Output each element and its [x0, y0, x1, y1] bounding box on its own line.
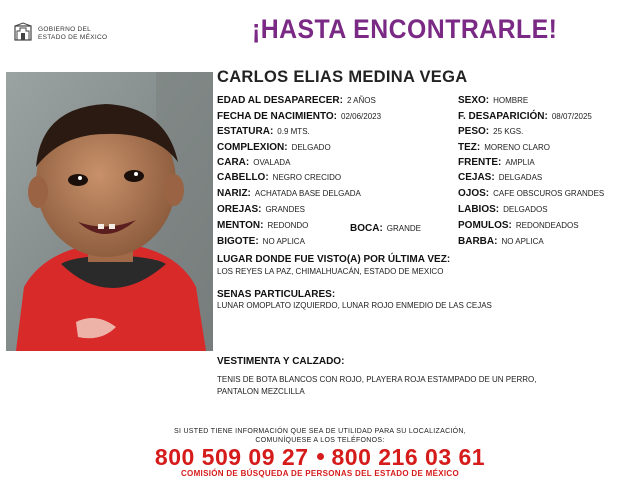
tez-value: MORENO CLARO: [484, 143, 551, 152]
boca-value: GRANDE: [386, 224, 422, 233]
menton-value: REDONDO: [267, 221, 309, 230]
complexion-label: COMPLEXION:: [217, 142, 288, 153]
field-nariz: [217, 188, 361, 199]
field-barba: [458, 236, 544, 247]
marks-label: SENAS PARTICULARES:: [217, 289, 336, 300]
peso-value: 25 KGS.: [493, 127, 524, 136]
nacimiento-value: 02/06/2023: [341, 112, 382, 121]
boca-label: BOCA:: [350, 223, 383, 234]
nacimiento-label: FECHA DE NACIMIENTO:: [217, 111, 337, 122]
field-desaparicion: [458, 111, 592, 122]
field-nacimiento: [217, 111, 381, 122]
cejas-label: CEJAS:: [458, 172, 495, 183]
sexo-label: SEXO:: [458, 95, 490, 106]
cara-label: CARA:: [217, 157, 250, 168]
headline: ¡HASTA ENCONTRARLE!: [252, 14, 558, 44]
contact-info: [0, 427, 640, 445]
cabello-value: NEGRO CRECIDO: [272, 173, 342, 182]
frente-label: FRENTE:: [458, 157, 502, 168]
field-ojos: [458, 188, 604, 199]
field-menton: [217, 220, 308, 231]
child-portrait-illustration: [6, 72, 213, 351]
phone-numbers: [0, 444, 640, 471]
labios-value: DELGADOS: [503, 205, 548, 214]
cara-value: OVALADA: [253, 158, 291, 167]
pomulos-value: REDONDEADOS: [515, 221, 579, 230]
field-labios: [458, 204, 548, 215]
phone-number-2[interactable]: 800 216 03 61: [331, 444, 486, 470]
last-seen-value: LOS REYES LA PAZ, CHIMALHUACÁN, ESTADO DE MEXICO: [217, 267, 444, 276]
field-sexo: [458, 95, 528, 106]
nariz-label: NARIZ:: [217, 188, 251, 199]
person-name: CARLOS ELIAS MEDINA VEGA: [217, 68, 468, 86]
sexo-value: HOMBRE: [493, 96, 529, 105]
orejas-label: OREJAS:: [217, 204, 262, 215]
frente-value: AMPLIA: [505, 158, 535, 167]
bigote-label: BIGOTE:: [217, 236, 259, 247]
phone-number-1[interactable]: 800 509 09 27: [154, 444, 309, 470]
orejas-value: GRANDES: [265, 205, 306, 214]
field-cabello: [217, 172, 341, 183]
logo-line-2: ESTADO DE MÉXICO: [38, 34, 108, 41]
estatura-label: ESTATURA:: [217, 126, 274, 137]
field-estatura: [217, 126, 310, 137]
estatura-value: 0.9 MTS.: [277, 127, 310, 136]
field-cejas: [458, 172, 542, 183]
field-bigote: [217, 236, 305, 247]
labios-label: LABIOS:: [458, 204, 500, 215]
cejas-value: DELGADAS: [498, 173, 543, 182]
barba-value: NO APLICA: [501, 237, 544, 246]
tez-label: TEZ:: [458, 142, 481, 153]
field-peso: [458, 126, 523, 137]
separator-dot-icon: [317, 453, 324, 460]
ojos-label: OJOS:: [458, 188, 490, 199]
contact-info-line-2: COMUNÍQUESE A LOS TELÉFONOS:: [255, 437, 385, 444]
edad-label: EDAD AL DESAPARECER:: [217, 95, 343, 106]
nariz-value: ACHATADA BASE DELGADA: [254, 189, 361, 198]
marks-value: LUNAR OMOPLATO IZQUIERDO, LUNAR ROJO ENMEDIO DE LAS CEJAS: [217, 301, 492, 310]
field-cara: [217, 157, 290, 168]
field-tez: [458, 142, 550, 153]
menton-label: MENTON:: [217, 220, 264, 231]
last-seen-label: LUGAR DONDE FUE VISTO(A) POR ÚLTIMA VEZ:: [217, 254, 451, 265]
desaparicion-value: 08/07/2025: [551, 112, 592, 121]
cabello-label: CABELLO:: [217, 172, 269, 183]
missing-person-photo: [6, 72, 213, 351]
state-seal-icon: [12, 22, 34, 44]
field-frente: [458, 157, 535, 168]
field-orejas: [217, 204, 305, 215]
complexion-value: DELGADO: [291, 143, 331, 152]
field-boca: [350, 223, 421, 234]
peso-label: PESO:: [458, 126, 490, 137]
barba-label: BARBA:: [458, 236, 498, 247]
clothing-line-2: PANTALON MEZCLILLA: [217, 387, 305, 396]
bigote-value: NO APLICA: [262, 237, 305, 246]
clothing-line-1: TENIS DE BOTA BLANCOS CON ROJO, PLAYERA ROJA ESTAMPADO DE UN PERRO,: [217, 375, 537, 384]
government-logo: [12, 22, 112, 46]
commission-name: COMISIÓN DE BÚSQUEDA DE PERSONAS DEL ESTADO DE MÉXICO: [180, 469, 459, 478]
clothing-label: VESTIMENTA Y CALZADO:: [217, 356, 345, 367]
logo-line-1: GOBIERNO DEL: [38, 26, 92, 33]
edad-value: 2 AÑOS: [346, 96, 376, 105]
field-edad: [217, 95, 376, 106]
contact-info-line-1: SI USTED TIENE INFORMACIÓN QUE SEA DE UTILIDAD PARA SU LOCALIZACIÓN,: [173, 428, 467, 435]
pomulos-label: POMULOS:: [458, 220, 512, 231]
field-complexion: [217, 142, 331, 153]
field-pomulos: [458, 220, 579, 231]
ojos-value: CAFE OBSCUROS GRANDES: [493, 189, 605, 198]
desaparicion-label: F. DESAPARICIÓN:: [458, 111, 548, 122]
